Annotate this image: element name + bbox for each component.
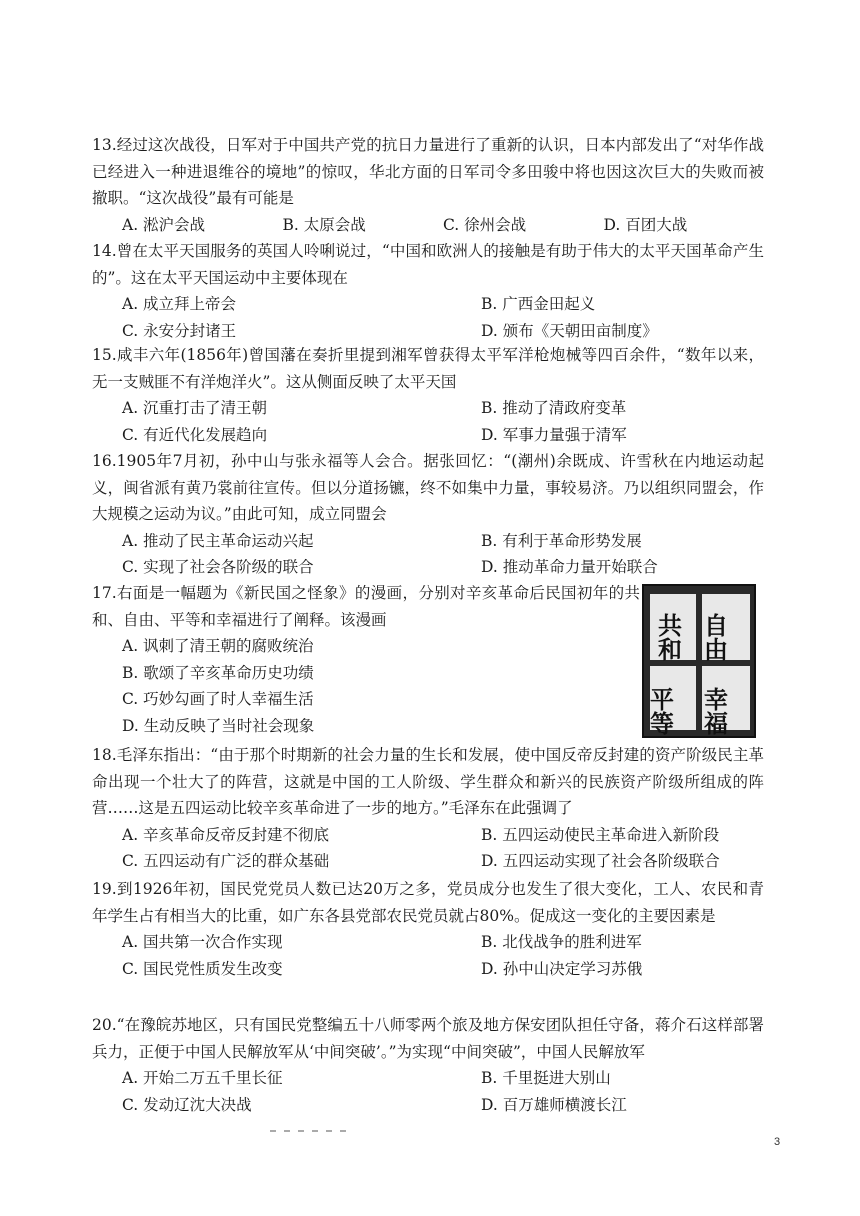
question-stem: 17.右面是一幅题为《新民国之怪象》的漫画，分别对辛亥革命后民国初年的共和、自由、平等和幸福进行了阐释。该漫画 (92, 584, 640, 629)
option-a[interactable]: A. 沉重打击了清王朝 (122, 399, 268, 417)
option-b[interactable]: B. 五四运动使民主革命进入新阶段 (481, 825, 720, 844)
question-stem: 18.毛泽东指出：“由于那个时期新的社会力量的生长和发展，使中国反帝反封建的资产阶级民主革命出现一个壮大了的阵营，这就是中国的工人阶级、学生群众和新兴的民族资产阶级所组成的阵营……这是五四运动比较辛亥革命进了一步的地方。”毛泽东在此强调了 (92, 746, 764, 817)
cartoon-glyph: 自由 (704, 611, 728, 664)
question-13 (92, 132, 764, 238)
question-14 (92, 238, 764, 344)
question-stem: 20.“在豫皖苏地区，只有国民党整编五十八师零两个旅及地方保安团队担任守备，蒋介石这样部署兵力，正便于中国人民解放军从‘中间突破’。”为实现“中间突破”，中国人民解放军 (92, 1016, 764, 1061)
question-20 (92, 1012, 764, 1118)
option-b[interactable]: B. 推动了清政府变革 (481, 399, 627, 417)
option-b[interactable]: B. 北伐战争的胜利进军 (481, 933, 642, 951)
cartoon-glyph: 共和 (658, 611, 682, 664)
question-19 (92, 876, 764, 982)
question-17 (92, 580, 640, 739)
question-stem: 13.经过这次战役，日军对于中国共产党的抗日力量进行了重新的认识，日本内部发出了“对华作战已经进入一种进退维谷的境地”的惊叹，华北方面的日军司令多田骏中将也因这次巨大的失败而被撤职。“这次战役”最有可能是 (92, 136, 764, 207)
option-a[interactable]: A. 淞沪会战 (122, 215, 206, 234)
option-d[interactable]: D. 百万雄师横渡长江 (481, 1095, 627, 1114)
question-15 (92, 342, 764, 448)
option-d[interactable]: D. 颁布《天朝田亩制度》 (481, 321, 658, 340)
option-c[interactable]: C. 徐州会战 (443, 215, 527, 234)
option-d[interactable]: D. 五四运动实现了社会各阶级联合 (481, 852, 720, 870)
option-a[interactable]: A. 成立拜上帝会 (122, 295, 237, 313)
option-a[interactable]: A. 讽刺了清王朝的腐败统治 (122, 637, 314, 655)
cartoon-panel (702, 666, 750, 738)
cartoon-panel (702, 594, 750, 664)
cartoon-panel (650, 666, 696, 738)
question-18 (92, 742, 764, 875)
option-list (92, 212, 764, 239)
option-c[interactable]: C. 巧妙勾画了时人幸福生活 (122, 690, 314, 708)
option-list (92, 528, 764, 581)
cartoon-image (642, 584, 756, 738)
option-b[interactable]: B. 有利于革命形势发展 (481, 531, 642, 550)
option-c[interactable]: C. 发动辽沈大决战 (122, 1095, 252, 1114)
option-c[interactable]: C. 国民党性质发生改变 (122, 959, 283, 978)
question-stem: 15.咸丰六年(1856年)曾国藩在奏折里提到湘军曾获得太平军洋枪炮械等四百余件，“数年以来，无一支贼匪不有洋炮洋火”。这从侧面反映了太平天国 (92, 346, 764, 391)
option-c[interactable]: C. 五四运动有广泛的群众基础 (122, 852, 330, 870)
cartoon-panel (650, 594, 696, 664)
option-list (92, 291, 764, 344)
option-a[interactable]: A. 推动了民主革命运动兴起 (122, 531, 314, 550)
option-b[interactable]: B. 太原会战 (282, 215, 366, 234)
option-a[interactable]: A. 辛亥革命反帝反封建不彻底 (122, 825, 330, 844)
option-d[interactable]: D. 推动革命力量开始联合 (481, 558, 658, 576)
page-number: 3 (774, 1136, 781, 1148)
option-b[interactable]: B. 歌颂了辛亥革命历史功绩 (122, 663, 314, 682)
cartoon-glyph: 幸福 (704, 685, 728, 738)
option-list (92, 1065, 764, 1118)
option-c[interactable]: C. 实现了社会各阶级的联合 (122, 558, 314, 576)
option-d[interactable]: D. 军事力量强于清军 (481, 425, 627, 444)
scan-artifact (270, 1130, 354, 1132)
option-list (92, 395, 764, 448)
option-d[interactable]: D. 孙中山决定学习苏俄 (481, 959, 643, 978)
option-c[interactable]: C. 有近代化发展趋向 (122, 425, 268, 444)
option-list (92, 822, 764, 875)
option-c[interactable]: C. 永安分封诸王 (122, 321, 237, 340)
option-d[interactable]: D. 百团大战 (603, 215, 688, 234)
question-stem: 14.曾在太平天国服务的英国人呤唎说过，“中国和欧洲人的接触是有助于伟大的太平天国革命产生的”。这在太平天国运动中主要体现在 (92, 242, 764, 287)
question-16 (92, 448, 764, 581)
option-a[interactable]: A. 国共第一次合作实现 (122, 933, 283, 951)
option-b[interactable]: B. 千里挺进大别山 (481, 1069, 611, 1087)
option-list (92, 929, 764, 982)
question-stem: 16.1905年7月初，孙中山与张永福等人会合。据张回忆：“(潮州)余既成、许雪秋在内地运动起义，闽省派有黄乃裳前往宣传。但以分道扬镳，终不如集中力量，事较易济。乃以组织同盟会，作大规模之运动为议。”由此可知，成立同盟会 (92, 452, 764, 523)
option-list (92, 633, 640, 739)
option-b[interactable]: B. 广西金田起义 (481, 295, 596, 313)
option-a[interactable]: A. 开始二万五千里长征 (122, 1069, 283, 1087)
option-d[interactable]: D. 生动反映了当时社会现象 (122, 716, 315, 735)
cartoon-glyph: 平等 (650, 685, 674, 738)
question-stem: 19.到1926年初，国民党党员人数已达20万之多，党员成分也发生了很大变化，工人、农民和青年学生占有相当大的比重，如广东各县党部农民党员就占80%。促成这一变化的主要因素是 (92, 880, 764, 925)
